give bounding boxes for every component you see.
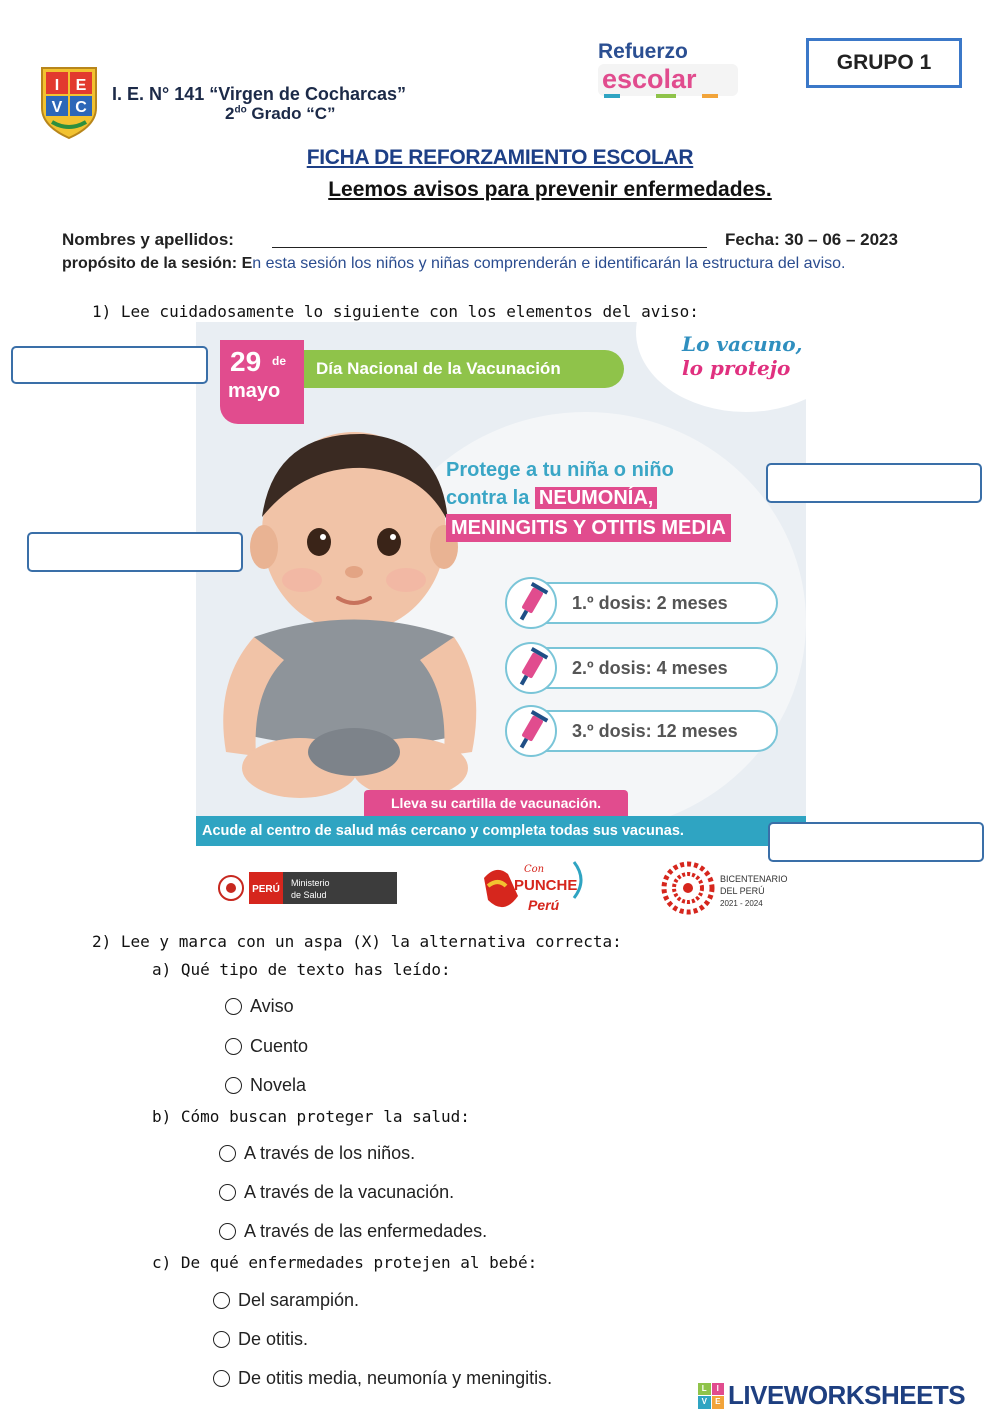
punche-word-peru: Perú xyxy=(528,897,560,913)
bicen-line2: DEL PERÚ xyxy=(720,886,765,896)
minsa-ministry-line2: de Salud xyxy=(291,890,327,900)
date-label: Fecha: 30 – 06 – 2023 xyxy=(725,230,898,249)
liveworksheets-text: LIVEWORKSHEETS xyxy=(728,1380,966,1410)
crest-letter: C xyxy=(75,99,87,116)
option-label: A través de la vacunación. xyxy=(244,1182,455,1202)
option-2a-1[interactable] xyxy=(225,996,294,1017)
dose-3-text: 3.º dosis: 12 meses xyxy=(572,721,738,741)
syringe-icon xyxy=(504,576,558,630)
protect-line-2a: contra la xyxy=(446,487,535,509)
radio-circle[interactable] xyxy=(213,1370,230,1387)
school-crest-icon xyxy=(38,64,100,140)
group-label: GRUPO 1 xyxy=(806,38,962,88)
question-2a: a) Qué tipo de texto has leído: xyxy=(152,960,451,979)
lw-mark-letter: V xyxy=(698,1396,711,1409)
dose-3-pill xyxy=(506,710,778,752)
con-punche-peru-logo xyxy=(478,856,588,920)
grade-section: Grado “C” xyxy=(246,104,336,123)
worksheet-title: FICHA DE REFORZAMIENTO ESCOLAR xyxy=(306,146,694,169)
question-2b: b) Cómo buscan proteger la salud: xyxy=(152,1107,470,1126)
radio-circle[interactable] xyxy=(213,1331,230,1348)
dose-2-text: 2.º dosis: 4 meses xyxy=(572,658,728,678)
option-label: Del sarampión. xyxy=(238,1290,360,1310)
crest-letter: V xyxy=(51,99,63,116)
punche-word-con: Con xyxy=(524,864,545,875)
radio-circle[interactable] xyxy=(219,1223,236,1240)
option-2b-3[interactable] xyxy=(219,1221,487,1242)
option-2a-3[interactable] xyxy=(225,1075,306,1096)
protect-line-1: Protege a tu niña o niño xyxy=(446,459,674,481)
vaccination-poster xyxy=(196,322,806,846)
option-label: Cuento xyxy=(250,1036,309,1056)
session-purpose xyxy=(62,254,912,274)
radio-circle[interactable] xyxy=(219,1145,236,1162)
date-month: mayo xyxy=(228,380,281,402)
radio-circle[interactable] xyxy=(225,1038,242,1055)
option-label: A través de los niños. xyxy=(244,1143,416,1163)
lw-mark-letter: I xyxy=(712,1383,725,1396)
protect-line-3: MENINGITIS Y OTITIS MEDIA xyxy=(446,514,731,542)
logo-word-escolar: escolar xyxy=(602,64,697,94)
radio-circle[interactable] xyxy=(225,1077,242,1094)
logo-word-refuerzo: Refuerzo xyxy=(598,40,688,63)
dose-1-text: 1.º dosis: 2 meses xyxy=(572,593,728,613)
liveworksheets-watermark xyxy=(698,1380,965,1411)
date-de: de xyxy=(272,354,287,368)
date-day: 29 xyxy=(230,346,262,377)
grade-ordinal: do xyxy=(234,104,247,116)
names-label: Nombres y apellidos: xyxy=(62,230,234,249)
worksheet-subtitle xyxy=(0,178,1000,202)
names-answer-line[interactable] xyxy=(272,247,707,248)
lw-mark-letter: L xyxy=(698,1383,711,1396)
poster-tagline xyxy=(682,332,803,380)
vaccination-card-notice: Lleva su cartilla de vacunación. xyxy=(364,790,628,816)
radio-circle[interactable] xyxy=(219,1184,236,1201)
option-label: De otitis media, neumonía y meningitis. xyxy=(238,1368,553,1388)
answer-box-message[interactable] xyxy=(766,463,982,503)
answer-box-date[interactable] xyxy=(11,346,208,384)
option-2c-1[interactable] xyxy=(213,1290,359,1311)
health-center-footer: Acude al centro de salud más cercano y completa todas sus vacunas. xyxy=(196,816,806,846)
tagline-line-2: lo protejo xyxy=(682,356,791,380)
option-label: A través de las enfermedades. xyxy=(244,1221,488,1241)
lw-mark-letter: E xyxy=(712,1396,725,1409)
option-2c-2[interactable] xyxy=(213,1329,308,1350)
liveworksheets-icon xyxy=(698,1383,724,1409)
syringe-icon xyxy=(504,641,558,695)
bicen-line3: 2021 - 2024 xyxy=(720,899,763,908)
minsa-peru-text: PERÚ xyxy=(252,884,280,895)
refuerzo-escolar-logo xyxy=(596,38,741,102)
purpose-label: propósito de la sesión: E xyxy=(62,255,253,272)
dose-1-pill xyxy=(506,582,778,624)
date-badge xyxy=(220,340,304,424)
option-2c-3[interactable] xyxy=(213,1368,552,1389)
question-1: 1) Lee cuidadosamente lo siguiente con los elementos del aviso: xyxy=(92,302,699,321)
question-2: 2) Lee y marca con un aspa (X) la alternativa correcta: xyxy=(92,932,622,951)
protect-highlight-neumonia: NEUMONÍA, xyxy=(535,487,657,509)
bicen-line1: BICENTENARIO xyxy=(720,874,788,884)
punche-word-punche: PUNCHE xyxy=(514,877,578,894)
question-2c: c) De qué enfermedades protejen al bebé: xyxy=(152,1253,538,1272)
option-label: Aviso xyxy=(250,996,294,1016)
option-label: Novela xyxy=(250,1075,307,1095)
protection-message xyxy=(446,456,806,542)
option-label: De otitis. xyxy=(238,1329,309,1349)
purpose-text: n esta sesión los niños y niñas comprenderán e identificarán la estructura del aviso. xyxy=(252,255,846,272)
syringe-icon xyxy=(504,704,558,758)
tagline-line-1: Lo vacuno, xyxy=(682,332,803,356)
radio-circle[interactable] xyxy=(213,1292,230,1309)
option-2b-1[interactable] xyxy=(219,1143,415,1164)
grade-number: 2 xyxy=(225,104,235,123)
dose-2-pill xyxy=(506,647,778,689)
answer-box-footer[interactable] xyxy=(768,822,984,862)
option-2a-2[interactable] xyxy=(225,1036,308,1057)
subtitle-text: Leemos avisos para prevenir enfermedades. xyxy=(328,178,772,201)
minsa-ministry-line1: Ministerio xyxy=(291,878,330,888)
school-name: I. E. N° 141 “Virgen de Cocharcas” xyxy=(112,84,406,104)
event-banner: Día Nacional de la Vacunación xyxy=(304,350,624,388)
grade-label xyxy=(225,104,335,124)
minsa-logo xyxy=(217,870,397,906)
protect-line-2 xyxy=(446,484,806,512)
option-2b-2[interactable] xyxy=(219,1182,454,1203)
answer-box-image[interactable] xyxy=(27,532,243,572)
crest-letter: I xyxy=(54,77,60,94)
bicentenario-logo xyxy=(660,860,810,916)
radio-circle[interactable] xyxy=(225,998,242,1015)
crest-letter: E xyxy=(75,77,87,94)
